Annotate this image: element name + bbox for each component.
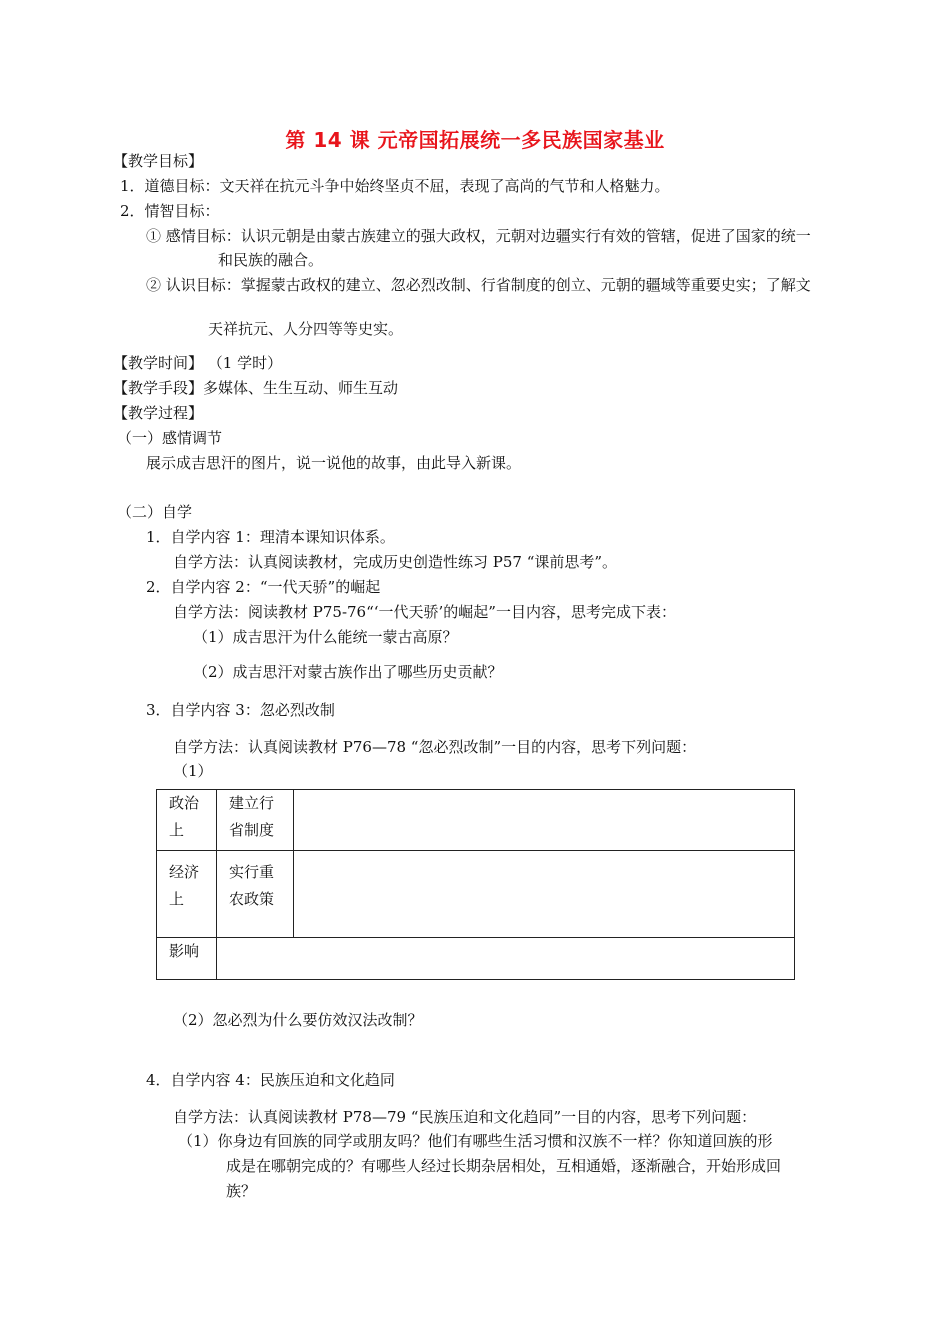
content2-question2: （2）成吉思汗对蒙古族作出了哪些历史贡献？	[193, 663, 503, 681]
teaching-process: 【教学过程】	[113, 404, 204, 422]
cell-text: 省制度	[229, 821, 275, 839]
goal-cognition-line1: ② 认识目标：掌握蒙古政权的建立、忽必烈改制、行省制度的创立、元朝的疆域等重要史实；了解文	[146, 276, 811, 294]
content4-question1-line1: （1）你身边有回族的同学或朋友吗？他们有哪些生活习惯和汉族不一样？你知道回族的形	[178, 1132, 773, 1150]
cell-text: 经济	[169, 863, 200, 881]
answer-cell[interactable]	[294, 790, 795, 851]
content4-question1-line2: 成是在哪朝完成的？有哪些人经过长期杂居相处，互相通婚，逐渐融合，开始形成回	[226, 1157, 782, 1175]
content4: 4．自学内容 4：民族压迫和文化趋同	[146, 1071, 395, 1089]
page-title: 第 14 课 元帝国拓展统一多民族国家基业	[285, 128, 665, 152]
content3-question2: （2）忽必烈为什么要仿效汉法改制？	[173, 1011, 423, 1029]
content4-method: 自学方法：认真阅读教材 P78—79 “民族压迫和文化趋同”一目的内容，思考下列问题：	[173, 1108, 757, 1126]
answer-cell[interactable]	[294, 851, 795, 938]
part2-heading: （二）自学	[117, 503, 193, 521]
content2-method: 自学方法：阅读教材 P75-76“‘一代天骄’的崛起”一目内容，思考完成下表：	[173, 603, 676, 621]
table-row	[157, 790, 795, 851]
cell-text: 农政策	[229, 890, 275, 908]
goal-emotion-line2: 和民族的融合。	[218, 251, 324, 269]
content3: 3．自学内容 3：忽必烈改制	[146, 701, 335, 719]
teaching-means: 【教学手段】多媒体、生生互动、师生互动	[113, 379, 399, 397]
content1: 1．自学内容 1：理清本课知识体系。	[146, 528, 395, 546]
table-cell	[157, 790, 217, 851]
reform-table	[156, 789, 795, 980]
cell-text: 上	[169, 821, 185, 839]
cell-text: 建立行	[229, 794, 275, 812]
table-cell	[217, 851, 294, 938]
answer-cell[interactable]	[217, 938, 795, 980]
goals-heading: 【教学目标】	[113, 152, 204, 170]
teaching-time: 【教学时间】 （1 学时）	[113, 354, 283, 372]
cell-text: 实行重	[229, 863, 275, 881]
table-row	[157, 938, 795, 980]
goal-cognition-line2: 天祥抗元、人分四等等史实。	[208, 320, 404, 338]
goal-intellect: 2．情智目标：	[120, 202, 220, 220]
part1-text: 展示成吉思汗的图片，说一说他的故事，由此导入新课。	[146, 454, 522, 472]
table-cell	[217, 790, 294, 851]
table-cell	[157, 938, 217, 980]
content1-method: 自学方法：认真阅读教材，完成历史创造性练习 P57 “课前思考”。	[173, 553, 618, 571]
content2: 2．自学内容 2：“一代天骄”的崛起	[146, 578, 381, 596]
cell-text: 影响	[169, 942, 200, 960]
goal-emotion-line1: ① 感情目标：认识元朝是由蒙古族建立的强大政权，元朝对边疆实行有效的管辖，促进了国家的统一	[146, 227, 811, 245]
content4-question1-line3: 族？	[226, 1182, 257, 1200]
content2-question1: （1）成吉思汗为什么能统一蒙古高原？	[193, 628, 458, 646]
part1-heading: （一）感情调节	[117, 429, 223, 447]
cell-text: 政治	[169, 794, 200, 812]
goal-moral: 1．道德目标：文天祥在抗元斗争中始终坚贞不屈，表现了高尚的气节和人格魅力。	[120, 177, 670, 195]
cell-text: 上	[169, 890, 185, 908]
content3-method: 自学方法：认真阅读教材 P76—78 “忽必烈改制”一目的内容，思考下列问题：	[173, 738, 697, 756]
content3-question1: （1）	[173, 762, 213, 780]
table-row	[157, 851, 795, 938]
table-cell	[157, 851, 217, 938]
